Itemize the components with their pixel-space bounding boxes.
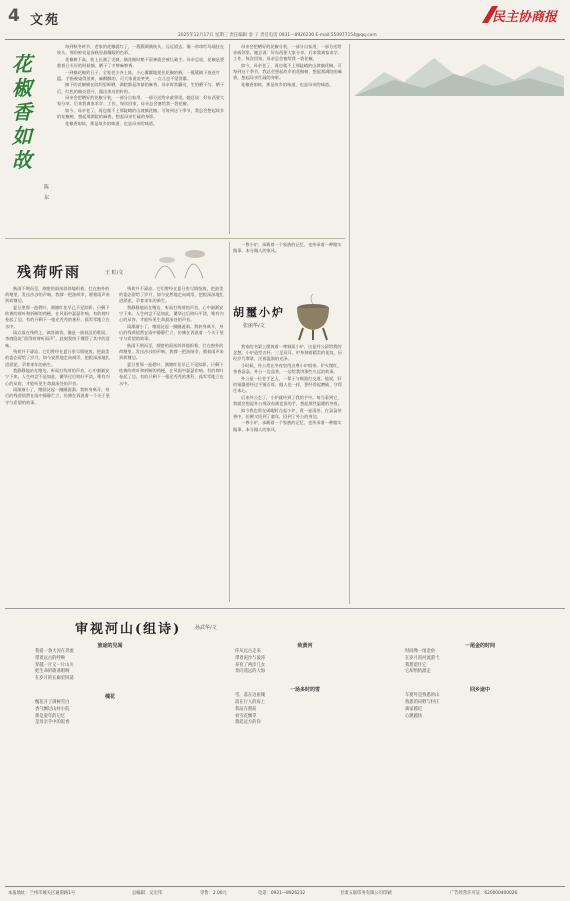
paper-name: 民主协商报 <box>492 10 558 25</box>
poem-line: 我想留住它 <box>405 662 427 668</box>
newspaper-logo <box>480 3 558 27</box>
canhe-author: 王 虹/文 <box>105 270 124 276</box>
poem-heading: 致黄河 <box>297 643 313 649</box>
poem-line: 我站在窗前 <box>235 706 257 712</box>
poem-line: 穿越一片又一片山川 <box>35 662 74 668</box>
canhe-title: 残荷听雨 <box>17 265 81 281</box>
article-canhe <box>5 242 227 602</box>
canhe-body-col2: 残荷并不凄凉。它们曾经在夏日里尽情绽放，把最美的姿态留给了岁月，如今安然地走向凋零，把根深深地扎进淤泥，孕育来年的新生。 我静静地站在塘边，听雨打残荷的声音，心中渐渐安宁下来。人生何尝不是如此，繁华过后终归平淡，唯有内心的从容，才能听见生命最深处的声音。 雨渐渐小了，塘面泛起一圈圈涟漪。我转身离开，身后的残荷依然在雨中静静伫立，仿佛在诉说着一个关于坚守与希望的故事。 秋雨不期而至，细密的雨丝斜斜地织着，打在窗外的荷塘里，发出沙沙的声响。我撑一把油纸伞，循着雨声来到荷塘边。 夏日里那一池碧叶、满塘红花早已不见踪影，只剩下枯黄的荷叶和折断的荷梗，在风雨中瑟瑟作响。有的荷叶卷起了边，有的只剩下一根光秃秃的茎秆，孤零零地立在水中。 <box>119 286 224 386</box>
canhe-body-col1: 秋雨不期而至，细密的雨丝斜斜地织着，打在窗外的荷塘里，发出沙沙的声响。我撑一把油纸伞，循着雨声来到荷塘边。 夏日里那一池碧叶、满塘红花早已不见踪影，只剩下枯黄的荷叶和折断的荷梗，在风雨中瑟瑟作响。有的荷叶卷起了边，有的只剩下一根光秃秃的茎秆，孤零零地立在水中。 雨点落在残荷上，滴答滴答，像是一曲低沉的歌谣。李商隐说“留得枯荷听雨声”，此刻我终于懂得了其中的意味。 残荷并不凄凉。它们曾经在夏日里尽情绽放，把最美的姿态留给了岁月，如今安然地走向凋零，把根深深地扎进淤泥，孕育来年的新生。 我静静地站在塘边，听雨打残荷的声音，心中渐渐安宁下来。人生何尝不是如此，繁华过后终归平淡，唯有内心的从容，才能听见生命最深处的声音。 雨渐渐小了，塘面泛起一圈圈涟漪。我转身离开，身后的残荷依然在雨中静静伫立，仿佛在诉说着一个关于坚守与希望的故事。 <box>5 286 110 405</box>
footer-phone: 电话：0931—8926232 <box>258 891 306 896</box>
poem-col-3 <box>405 642 555 882</box>
hulu-title: 胡璽小炉 <box>233 306 285 319</box>
page-number: 4 <box>8 6 20 26</box>
poem-line: 时间像一尾金鱼 <box>405 649 436 654</box>
poem-heading: 槐花 <box>104 693 115 700</box>
poem-line: 车窗外是熟悉的山 <box>405 693 440 699</box>
poem-col-1 <box>35 642 185 882</box>
poem-line: 把生命的歌谣唱响 <box>35 669 70 675</box>
huajiao-author: 陈 东 <box>43 184 49 202</box>
poem-line: 在岁月的河流游弋 <box>405 655 440 661</box>
poem-heading: 一场多时的雪 <box>289 687 320 694</box>
poem-line: 是母亲手中的饭香 <box>35 720 70 726</box>
huajiao-title-char: 香 <box>12 100 32 124</box>
poem-col-2 <box>235 642 375 882</box>
article-hulu <box>233 242 345 602</box>
poem-heading: 一尾金的时间 <box>464 643 495 649</box>
footer-editor: 总编辑：吴宏伟 <box>132 891 163 896</box>
poem-line: 心跳越快 <box>405 713 423 719</box>
mountain-illustration <box>354 44 564 96</box>
huajiao-title-char: 椒 <box>12 76 32 100</box>
article-shenshi <box>5 612 565 884</box>
poem-line: 你从远古走来 <box>235 649 261 654</box>
shenshi-title: 审视河山(组诗) <box>75 622 182 637</box>
poem-line: 它却悄悄溜走 <box>405 669 431 675</box>
hulu-author: 张丽华/文 <box>243 323 265 329</box>
lotus-illustration <box>145 244 225 280</box>
poem-line: 在岁月的长廊里回荡 <box>35 676 74 682</box>
poem-line: 带着远古的呼唤 <box>35 655 66 661</box>
poem-line: 带着泥沙与波涛 <box>235 655 266 661</box>
poem-line: 香气飘过山村小院 <box>35 706 70 712</box>
footer-printer: 甘肃五联印务有限公司印刷 <box>340 891 392 896</box>
huajiao-title-char: 故 <box>12 148 32 172</box>
incense-burner-illustration <box>283 294 343 342</box>
huajiao-continuation: 母亲会把晒好的花椒分装，一部分自家用，一部分送给亲戚邻里。她总说：好东西要大家分享。后来我离家求学、工作，每次回家，母亲总会塞给我一袋花椒。 如今，母亲老了，再也爬不上那陡峭的山坡摘花椒。可每到这个季节，我总会想起故乡的花椒树，想起那满院的麻香，想起母亲忙碌的身影。 花椒香如故，那是故乡的味道，也是母亲的味道。 <box>233 44 342 87</box>
poem-heading: 旅途的见闻 <box>97 643 123 649</box>
poem-line: 熟悉的田野与村庄 <box>405 699 440 705</box>
footer-price: 零售：2.00元 <box>200 891 227 896</box>
footer-license: 广告经营许可证：620000400026 <box>450 891 518 896</box>
huashan-body <box>354 126 562 604</box>
dateline: 2025年12月17日 星期三 责任编辑 金 子 责任电话 0931—8926230 E-mail:550977154@qq.com <box>178 33 377 38</box>
hulu-body: 我家的书架上摆放着一尊铜质小炉，这是外公留给我的念想。小炉造型古朴，三足双耳，炉身刻着精美的花纹，历经岁月摩挲，泛着温润的光泽。 小时候，外公常在冬夜里用这尊小炉煨茶。炉火微红，茶香袅袅，外公一边品茶，一边给我讲那些久远的故事。 外公是一位老手艺人，一辈子与铜器打交道。他说，好的铜器要经过千锤百炼，做人也一样，要经得起磨砺，守得住本心。 后来外公走了，小炉就传到了我的手中。每当看到它，我就会想起外公那双布满老茧的手，想起那些温暖的冬夜。 如今我也常在闲暇时点起小炉，煮一壶清茶，在袅袅茶香中，仿佛又回到了童年，回到了外公的身边。 一尊小炉，承载着一个家族的记忆，也传承着一种踏实做事、本分做人的家风。 <box>233 344 342 432</box>
poem-line: 养育了两岸儿女 <box>235 662 266 668</box>
huajiao-title-char: 花 <box>12 52 32 76</box>
article-huashan <box>354 44 564 604</box>
footer-address: 本报地址：兰州市城关区通渭路1号 <box>8 891 76 896</box>
huajiao-title <box>5 52 39 172</box>
poem-line: 落在行人的肩上 <box>235 699 266 705</box>
poem-line: 离家越近 <box>405 706 423 712</box>
huajiao-title-char: 如 <box>12 124 32 148</box>
poem-line: 雪，落在这座城 <box>235 693 266 699</box>
shenshi-author: 孙武华/文 <box>195 625 217 631</box>
poem-line: 看雪花飘零 <box>235 713 257 719</box>
poem-line: 槐花开了满树雪白 <box>35 699 70 705</box>
hulu-intro: 一尊小炉，承载着一个家族的记忆，也传承着一种踏实做事、本分做人的家风。 <box>233 242 342 254</box>
poem-line: 那是童年的记忆 <box>35 713 66 719</box>
section-name: 文苑 <box>30 13 61 28</box>
poem-line: 奔向遥远的大海 <box>235 669 266 675</box>
article-huajiao <box>5 44 227 234</box>
poem-heading: 回乡途中 <box>469 687 490 694</box>
poem-line: 我爱一条大河在奔流 <box>35 649 74 654</box>
huajiao-body: 每到秋冬时节，老家的花椒就红了，一簇簇缀满枝头，远远望去，像一串串红玛瑙挂在枝头，那份鲜亮是深秋里最耀眼的色彩。 花椒树不高，枝上长满了尖刺，摘花椒时稍不留神就会被扎破手。母亲总说，花椒是要趁着日头好的时候摘，晒干了才够麻够香。 一到摘花椒的日子，全家老少齐上阵，小心翼翼地捏住花椒的柄，一簇簇摘下放进竹篮。手指被染得黑黄，麻酥酥的，可大家说说笑笑，一点儿也不觉得累。 摘下的花椒铺在院坝里晾晒，满院都是浓郁的麻香。母亲时常翻动，生怕晒不匀。晒干后，红色的椒壳裂开，露出黑亮的籽粒。 母亲会把晒好的花椒分装，一部分自家用，一部分送给亲戚邻里。她总说：好东西要大家分享。后来我离家求学、工作，每次回家，母亲总会塞给我一袋花椒。 如今，母亲老了，再也爬不上那陡峭的山坡摘花椒。可每到这个季节，我总会想起故乡的花椒树，想起那满院的麻香，想起母亲忙碌的身影。 花椒香如故，那是故乡的味道，也是母亲的味道。 <box>57 44 225 126</box>
poem-line: 想起远方的你 <box>235 720 261 726</box>
